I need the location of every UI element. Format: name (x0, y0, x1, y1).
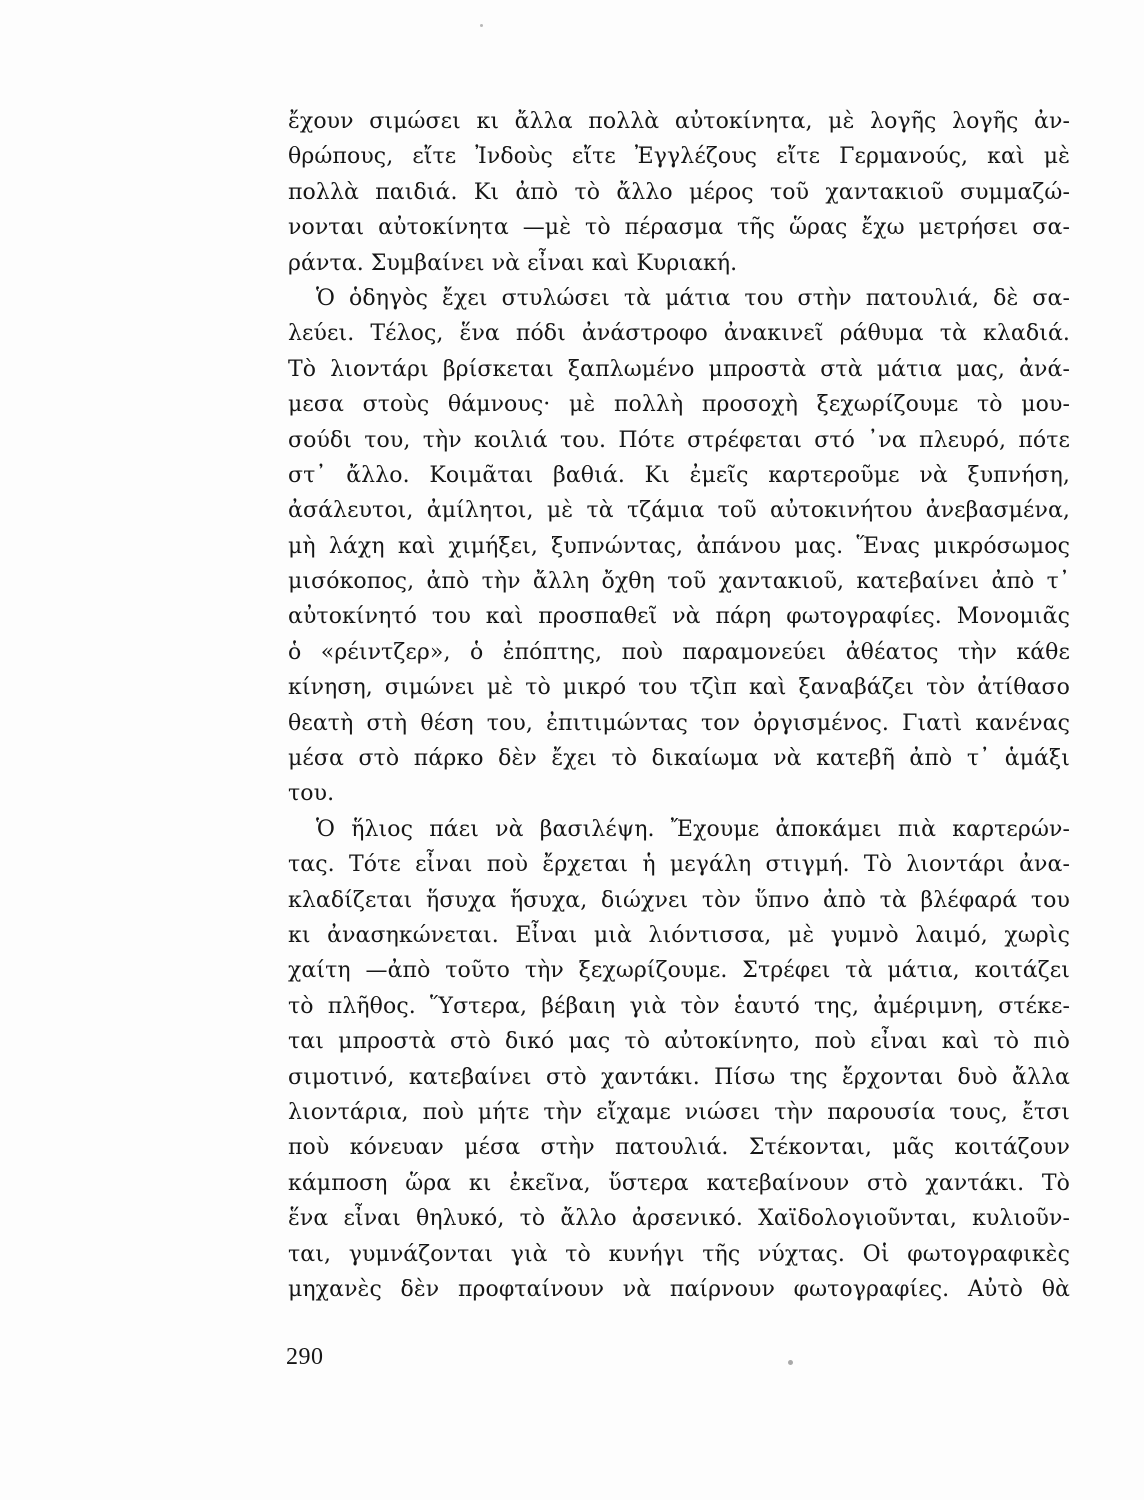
text-line: τὸ πλῆθος. Ὕστερα, βέβαιη γιὰ τὸν ἑαυτό της, ἀμέριμνη, στέκε- (288, 993, 1070, 1019)
text-line: σιμοτινό, κατεβαίνει στὸ χαντάκι. Πίσω της ἔρχονται δυὸ ἄλλα (288, 1064, 1070, 1090)
text-line: πολλὰ παιδιά. Κι ἀπὸ τὸ ἄλλο μέρος τοῦ χαντακιοῦ συμμαζώ- (288, 179, 1070, 205)
text-line: λιοντάρια, ποὺ μήτε τὴν εἴχαμε νιώσει τὴν παρουσία τους, ἔτσι (288, 1099, 1070, 1125)
text-line: θρώπους, εἴτε Ἰνδοὺς εἴτε Ἐγγλέζους εἴτε Γερμανούς, καὶ μὲ (288, 144, 1070, 170)
text-line: ράντα. Συμβαίνει νὰ εἶναι καὶ Κυριακή. (288, 250, 738, 276)
paragraph-1 (288, 104, 1070, 281)
text-line: κι ἀνασηκώνεται. Εἶναι μιὰ λιόντισσα, μὲ γυμνὸ λαιμό, χωρὶς (288, 922, 1070, 948)
text-line: αὐτοκίνητό του καὶ προσπαθεῖ νὰ πάρη φωτογραφίες. Μονομιᾶς (288, 604, 1070, 630)
text-line: σούδι του, τὴν κοιλιά του. Πότε στρέφεται στό ᾽να πλευρό, πότε (288, 427, 1070, 453)
text-line: κλαδίζεται ἥσυχα ἥσυχα, διώχνει τὸν ὕπνο ἀπὸ τὰ βλέφαρά του (288, 887, 1070, 913)
text-line: του. (288, 781, 335, 807)
text-line: Τὸ λιοντάρι βρίσκεται ξαπλωμένο μπροστὰ στὰ μάτια μας, ἀνά- (288, 356, 1070, 382)
page-number: 290 (286, 1344, 324, 1370)
text-line: θεατὴ στὴ θέση του, ἐπιτιμώντας τον ὀργισμένος. Γιατὶ κανένας (288, 710, 1070, 736)
paragraph-3 (288, 812, 1070, 1307)
text-line: μισόκοπος, ἀπὸ τὴν ἄλλη ὄχθη τοῦ χαντακιοῦ, κατεβαίνει ἀπὸ τ᾽ (288, 569, 1070, 595)
text-line: τας. Τότε εἶναι ποὺ ἔρχεται ἡ μεγάλη στιγμή. Τὸ λιοντάρι ἀνα- (288, 852, 1070, 878)
text-line: στ᾽ ἄλλο. Κοιμᾶται βαθιά. Κι ἐμεῖς καρτεροῦμε νὰ ξυπνήση, (288, 462, 1070, 488)
text-line: ὁ «ρέιντζερ», ὁ ἐπόπτης, ποὺ παραμονεύει ἀθέατος τὴν κάθε (288, 639, 1070, 665)
text-line: νονται αὐτοκίνητα —μὲ τὸ πέρασμα τῆς ὥρας ἔχω μετρήσει σα- (288, 215, 1070, 241)
text-line: ποὺ κόνευαν μέσα στὴν πατουλιά. Στέκονται, μᾶς κοιτάζουν (288, 1135, 1070, 1161)
text-line: ται, γυμνάζονται γιὰ τὸ κυνήγι τῆς νύχτας. Οἱ φωτογραφικὲς (288, 1241, 1070, 1267)
text-line: ἀσάλευτοι, ἀμίλητοι, μὲ τὰ τζάμια τοῦ αὐτοκινήτου ἀνεβασμένα, (288, 498, 1070, 524)
body-text (288, 104, 1070, 1307)
text-line: λεύει. Τέλος, ἕνα πόδι ἀνάστροφο ἀνακινεῖ ράθυμα τὰ κλαδιά. (288, 321, 1070, 347)
text-line: ται μπροστὰ στὸ δικό μας τὸ αὐτοκίνητο, ποὺ εἶναι καὶ τὸ πιὸ (288, 1029, 1070, 1055)
text-line: κάμποση ὥρα κι ἐκεῖνα, ὕστερα κατεβαίνουν στὸ χαντάκι. Τὸ (288, 1170, 1070, 1196)
text-line: μεσα στοὺς θάμνους· μὲ πολλὴ προσοχὴ ξεχωρίζουμε τὸ μου- (288, 392, 1070, 418)
text-line: μὴ λάχη καὶ χιμήξει, ξυπνώντας, ἀπάνου μας. Ἕνας μικρόσωμος (288, 533, 1070, 559)
text-line: ἔχουν σιμώσει κι ἄλλα πολλὰ αὐτοκίνητα, μὲ λογῆς λογῆς ἀν- (288, 109, 1070, 134)
text-line: Ὁ ἥλιος πάει νὰ βασιλέψη. Ἔχουμε ἀποκάμει πιὰ καρτερών- (316, 816, 1070, 842)
paper-speck (788, 1360, 793, 1365)
paragraph-2 (288, 281, 1070, 812)
text-line: κίνηση, σιμώνει μὲ τὸ μικρό του τζὶπ καὶ ξαναβάζει τὸν ἀτίθασο (288, 675, 1070, 701)
text-line: μέσα στὸ πάρκο δὲν ἔχει τὸ δικαίωμα νὰ κατεβῆ ἀπὸ τ᾽ ἁμάξι (288, 746, 1070, 772)
paper-speck (480, 24, 483, 27)
text-line: Ὁ ὁδηγὸς ἔχει στυλώσει τὰ μάτια του στὴν πατουλιά, δὲ σα- (316, 285, 1070, 311)
text-line: χαίτη —ἀπὸ τοῦτο τὴν ξεχωρίζουμε. Στρέφει τὰ μάτια, κοιτάζει (288, 958, 1070, 984)
text-line: ἕνα εἶναι θηλυκό, τὸ ἄλλο ἀρσενικό. Χαϊδολογιοῦνται, κυλιοῦν- (288, 1206, 1070, 1232)
text-line: μηχανὲς δὲν προφταίνουν νὰ παίρνουν φωτογραφίες. Αὐτὸ θὰ (288, 1276, 1070, 1302)
